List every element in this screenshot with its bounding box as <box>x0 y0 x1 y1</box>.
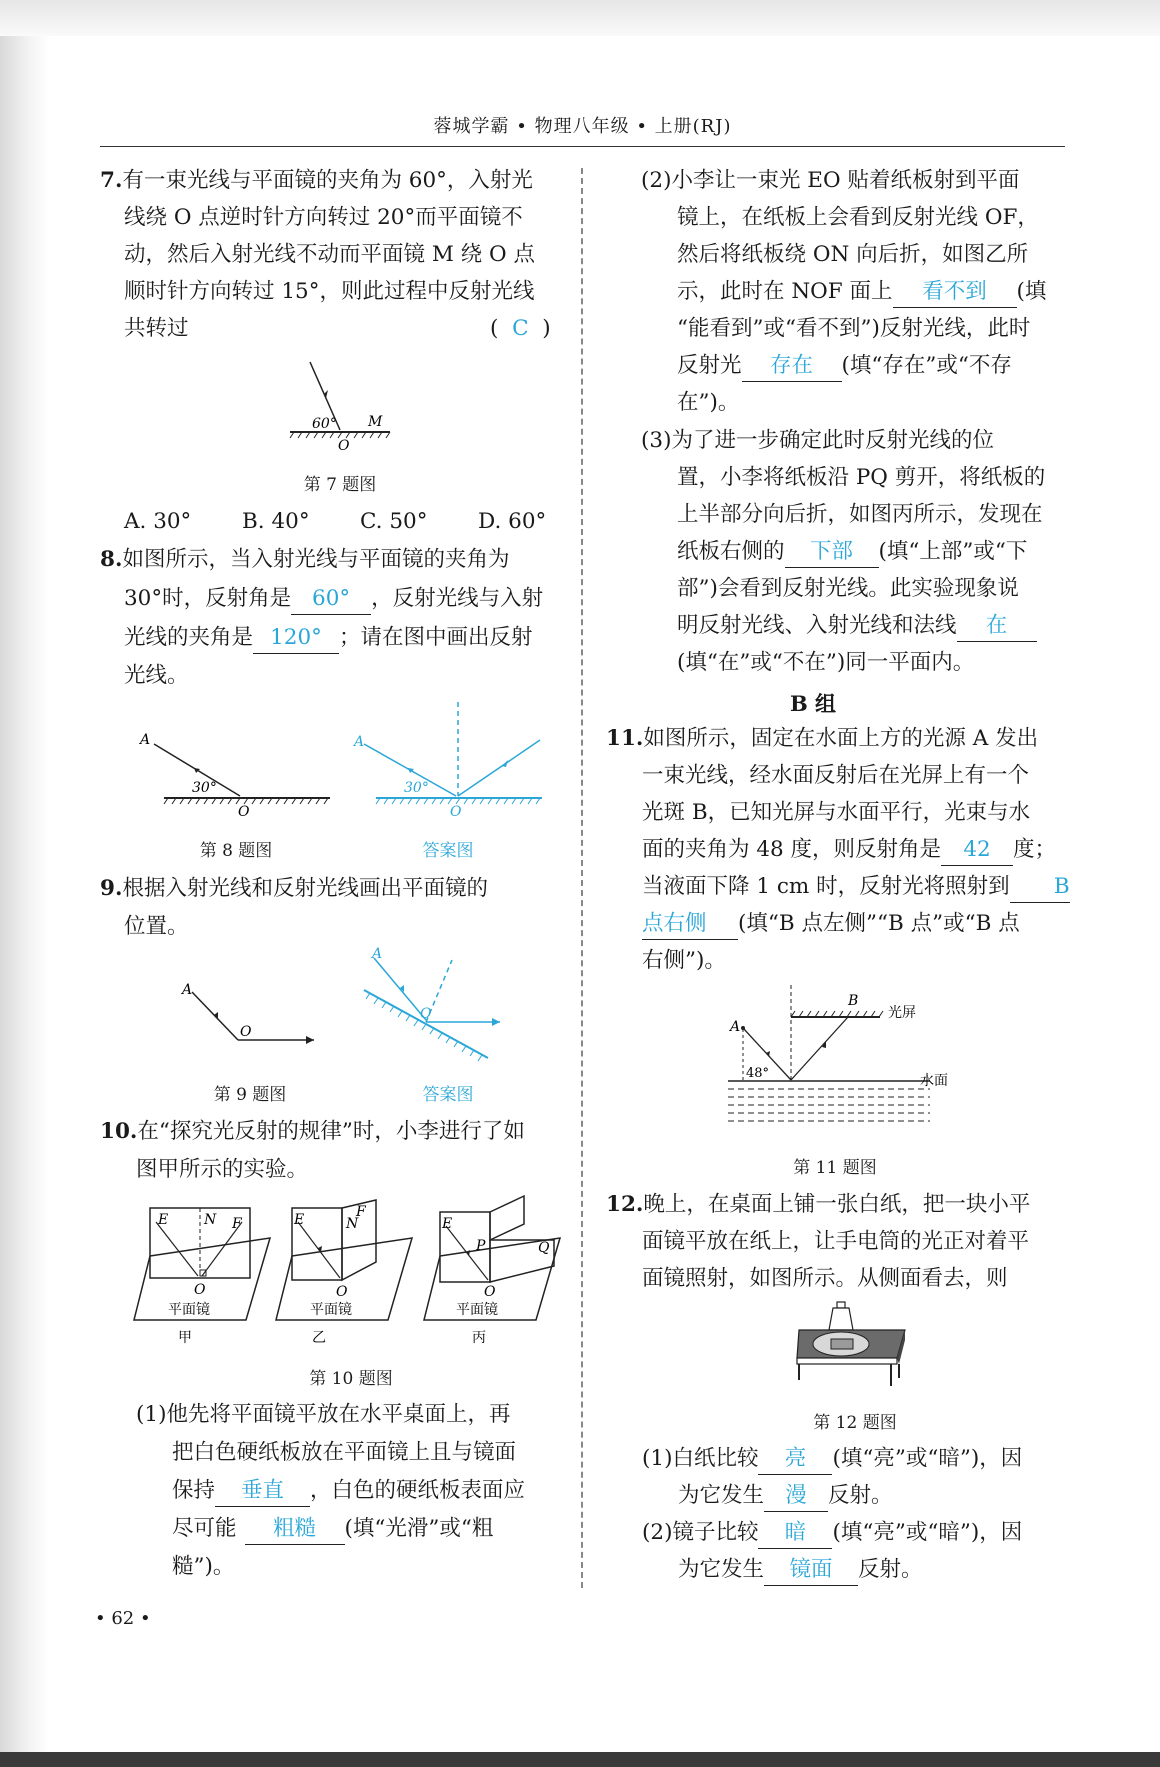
q8-answer-fig-a: A <box>354 734 365 750</box>
q8-reflected-ray <box>458 740 540 796</box>
q10-blank-in: 在 <box>957 611 1037 642</box>
q10-s3-line6a: 明反射光线、入射光线和法线 <box>677 613 957 638</box>
q9-answer-fig-o: O <box>420 1006 432 1022</box>
q10-s2-line2: 镜上，在纸板上会看到反射光线 OF， <box>677 205 1039 230</box>
q11-fig-screen: 光屏 <box>888 1005 916 1021</box>
q12-number: 12. <box>606 1192 644 1217</box>
q12-s1-line1b: (填“亮”或“暗”)，因 <box>832 1446 1023 1471</box>
q9-caption: 第 9 题图 <box>213 1085 287 1105</box>
q10-s3-line4a: 纸板右侧的 <box>677 539 785 564</box>
q10-s2-line5: “能看到”或“看不到”)反射光线，此时 <box>677 316 1031 341</box>
q10-fig-jia-o: O <box>194 1282 206 1298</box>
q7-option-d: D. 60° <box>478 509 547 534</box>
q12-s2-line1a: (2)镜子比较 <box>642 1520 759 1545</box>
q12-mirror <box>831 1339 853 1349</box>
q10-s1-line2: 把白色硬纸板放在平面镜上且与镜面 <box>172 1440 517 1465</box>
q7-line1: 有一束光线与平面镜的夹角为 60°，入射光 <box>122 168 533 193</box>
q11-line1: 如图所示，固定在水面上方的光源 A 发出 <box>643 726 1039 751</box>
q9-line1: 根据入射光线和反射光线画出平面镜的 <box>122 876 488 901</box>
q11-line4a: 面的夹角为 48 度，则反射角是 <box>642 837 942 862</box>
q7-caption: 第 7 题图 <box>303 475 377 495</box>
page-header: 蓉城学霸 • 物理八年级 • 上册(RJ) <box>433 116 732 137</box>
q10-blank-perpendicular: 垂直 <box>215 1476 310 1507</box>
q10-fig-bing-e: E <box>442 1216 453 1232</box>
q11-caption: 第 11 题图 <box>793 1158 877 1178</box>
q9-line2: 位置。 <box>124 914 189 939</box>
q10-s2-line7: 在”)。 <box>677 390 740 415</box>
q11-fig-b: B <box>848 993 859 1009</box>
q10-number: 10. <box>100 1119 138 1144</box>
q8-caption: 第 8 题图 <box>199 841 273 861</box>
q10-fig-jia-e: E <box>158 1212 169 1228</box>
q8-figure <box>140 730 340 820</box>
q7-option-a: A. 30° <box>124 509 192 534</box>
q10-fig-jia-mirror: 平面镜 <box>168 1302 210 1318</box>
q10-fig-jia-f: F <box>232 1216 242 1232</box>
q7-answer: C <box>512 316 529 341</box>
top-edge <box>0 0 1160 36</box>
page-edge-shadow <box>0 0 50 1767</box>
q10-s1-line3a: 保持 <box>172 1478 216 1503</box>
q7-figure <box>290 358 410 453</box>
q10-fig-yi-e: E <box>294 1212 305 1228</box>
q10-fig-bing-mirror: 平面镜 <box>456 1302 498 1318</box>
q10-s2-line6b: (填“存在”或“不存 <box>841 353 1012 378</box>
q8-number: 8. <box>100 547 123 572</box>
q7-line2: 线绕 O 点逆时针方向转过 20°而平面镜不 <box>124 205 523 230</box>
q10-s3-line4b: (填“上部”或“下 <box>878 539 1028 564</box>
q12-s1-line2b: 反射。 <box>828 1483 893 1508</box>
header-rule <box>100 146 1065 147</box>
q8-line3a: 光线的夹角是 <box>124 625 254 650</box>
q10-figure-jia <box>130 1208 275 1348</box>
q12-blank-diffuse: 漫 <box>764 1481 828 1512</box>
q10-fig-yi-f: F <box>356 1204 366 1220</box>
q10-s1-line1: (1)他先将平面镜平放在水平桌面上，再 <box>136 1402 511 1427</box>
q7-paren-close: ) <box>542 316 551 341</box>
q9-number: 9. <box>100 876 123 901</box>
q12-s2-line2b: 反射。 <box>858 1557 923 1582</box>
page-number: • 62 • <box>95 1608 151 1629</box>
q10-line1: 在“探究光反射的规律”时，小李进行了如 <box>137 1119 525 1144</box>
q10-s1-line4b: (填“光滑”或“粗 <box>344 1516 494 1541</box>
q8-fig-o: O <box>238 804 250 820</box>
q7-paren-open: ( <box>490 316 499 341</box>
q10-figure-yi <box>272 1200 417 1350</box>
q7-option-c: C. 50° <box>360 509 428 534</box>
q7-fig-angle: 60° <box>312 416 337 432</box>
q12-s2-line2a: 为它发生 <box>678 1557 765 1582</box>
q8-answer-figure <box>350 700 550 820</box>
q11-figure <box>720 985 960 1135</box>
q10-figure-bing <box>420 1196 565 1350</box>
q11-fig-a: A <box>730 1019 741 1035</box>
q10-s3-line5: 部”)会看到反射光线。此实验现象说 <box>677 576 1019 601</box>
flashlight-icon <box>837 1302 845 1308</box>
q8-line2b: ，反射光线与入射 <box>371 586 544 611</box>
q10-fig-bing-o: O <box>484 1284 496 1300</box>
q11-number: 11. <box>606 726 644 751</box>
q12-caption: 第 12 题图 <box>813 1413 897 1433</box>
q7-line5: 共转过 <box>124 316 189 341</box>
q12-figure <box>795 1300 910 1392</box>
q9-figure <box>180 980 320 1060</box>
q11-blank-right-of-b: 点右侧 <box>642 909 738 940</box>
q11-line2: 一束光线，经水面反射后在光屏上有一个 <box>642 763 1030 788</box>
q10-s1-line3b: ，白色的硬纸板表面应 <box>310 1478 526 1503</box>
q11-blank-b: B <box>1010 872 1070 903</box>
q10-s1-line5: 糙”)。 <box>172 1554 235 1579</box>
q10-fig-bing-p: P <box>476 1238 486 1254</box>
q7-number: 7. <box>100 168 123 193</box>
q11-line6b: (填“B 点左侧”“B 点”或“B 点 <box>738 911 1020 936</box>
q10-s2-line1: (2)小李让一束光 EO 贴着纸板射到平面 <box>641 168 1020 193</box>
q12-line2: 面镜平放在纸上，让手电筒的光正对着平 <box>642 1229 1030 1254</box>
q10-blank-rough: 粗糙 <box>245 1514 345 1545</box>
q11-fig-angle: 48° <box>746 1066 770 1081</box>
q9-answer-figure <box>360 946 500 1060</box>
group-b-heading: B 组 <box>790 691 837 716</box>
q7-line4: 顺时针方向转过 15°，则此过程中反射光线 <box>124 279 535 304</box>
q11-line4b: 度； <box>1013 837 1057 862</box>
q11-fig-water: 水面 <box>920 1073 948 1089</box>
q10-fig-yi-n: N <box>346 1216 359 1232</box>
q10-caption: 第 10 题图 <box>309 1369 393 1389</box>
q10-blank-cannot-see: 看不到 <box>893 277 1017 308</box>
q8-blank-reflection-angle: 60° <box>291 584 371 615</box>
q10-fig-yi-mirror: 平面镜 <box>310 1302 352 1318</box>
bottom-edge <box>0 1752 1160 1767</box>
q8-answer-fig-angle: 30° <box>404 780 429 796</box>
q12-blank-bright: 亮 <box>758 1444 832 1475</box>
q8-answer-fig-o: O <box>450 804 462 820</box>
q10-s3-line1: (3)为了进一步确定此时反射光线的位 <box>641 428 994 453</box>
q7-line3: 动，然后入射光线不动而平面镜 M 绕 O 点 <box>124 242 535 267</box>
q7-fig-m: M <box>368 414 383 430</box>
q12-blank-specular: 镜面 <box>764 1555 858 1586</box>
q10-s3-line3: 上半部分向后折，如图丙所示，发现在 <box>677 502 1043 527</box>
q7-fig-o: O <box>338 438 350 454</box>
q7-option-b: B. 40° <box>242 509 310 534</box>
q9-answer-fig-a: A <box>372 946 383 962</box>
q11-line7: 右侧”)。 <box>642 948 726 973</box>
q12-blank-dark: 暗 <box>758 1518 832 1549</box>
q10-s1-line4a: 尽可能 <box>172 1516 237 1541</box>
q10-label-jia: 甲 <box>178 1330 192 1346</box>
q10-fig-bing-q: Q <box>538 1240 550 1256</box>
q10-s2-line6a: 反射光 <box>677 353 742 378</box>
q9-fig-a: A <box>182 982 193 998</box>
q8-blank-total-angle: 120° <box>253 623 339 654</box>
q10-s3-line7: (填“在”或“不在”)同一平面内。 <box>677 650 975 675</box>
q12-s2-line1b: (填“亮”或“暗”)，因 <box>832 1520 1023 1545</box>
q8-answer-caption: 答案图 <box>422 841 474 861</box>
q11-line3: 光斑 B，已知光屏与水面平行，光束与水 <box>642 800 1031 825</box>
q9-fig-o: O <box>240 1024 252 1040</box>
q9-answer-caption: 答案图 <box>422 1085 474 1105</box>
q11-blank-reflection-angle: 42 <box>941 835 1013 866</box>
q10-s2-line3: 然后将纸板绕 ON 向后折，如图乙所 <box>677 242 1029 267</box>
q10-line2: 图甲所示的实验。 <box>136 1157 309 1182</box>
q10-blank-lower-part: 下部 <box>785 537 879 568</box>
q10-fig-yi-o: O <box>336 1284 348 1300</box>
q10-s2-line4a: 示，此时在 NOF 面上 <box>677 279 893 304</box>
q10-s3-line2: 置，小李将纸板沿 PQ 剪开，将纸板的 <box>677 465 1046 490</box>
q12-line1: 晚上，在桌面上铺一张白纸，把一块小平 <box>643 1192 1031 1217</box>
q8-line1: 如图所示，当入射光线与平面镜的夹角为 <box>122 547 510 572</box>
column-divider <box>581 168 583 1588</box>
q10-s2-line4b: (填 <box>1016 279 1047 304</box>
q10-fig-jia-n: N <box>204 1212 217 1228</box>
q10-label-yi: 乙 <box>312 1330 326 1346</box>
q8-line2a: 30°时，反射角是 <box>124 586 292 611</box>
q12-s1-line2a: 为它发生 <box>678 1483 765 1508</box>
q12-line3: 面镜照射，如图所示。从侧面看去，则 <box>642 1266 1008 1291</box>
q8-fig-a: A <box>140 732 151 748</box>
q12-s1-line1a: (1)白纸比较 <box>642 1446 759 1471</box>
q8-fig-angle: 30° <box>192 780 217 796</box>
q11-line5a: 当液面下降 1 cm 时，反射光将照射到 <box>642 874 1010 899</box>
q10-label-bing: 丙 <box>472 1330 486 1346</box>
q8-line4: 光线。 <box>124 663 189 688</box>
q10-blank-exists: 存在 <box>742 351 842 382</box>
q8-line3b: ；请在图中画出反射 <box>339 625 533 650</box>
